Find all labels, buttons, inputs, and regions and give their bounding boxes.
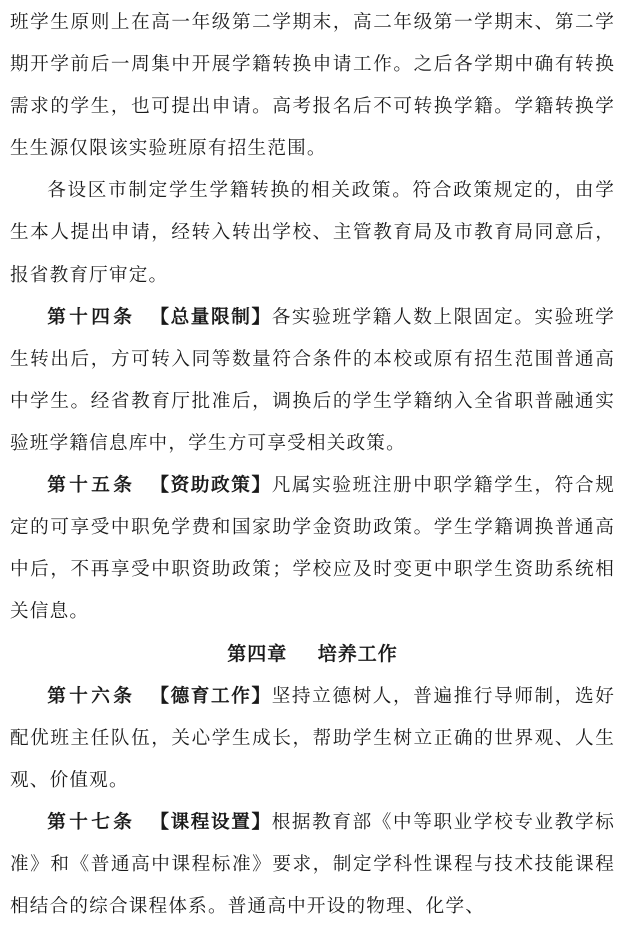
article-14	[10, 297, 615, 465]
chapter-heading	[10, 633, 615, 675]
article-15-section: 【资助政策】	[150, 475, 272, 497]
article-16-section: 【德育工作】	[150, 685, 272, 707]
article-16-number: 第十六条	[47, 685, 136, 707]
article-17-text: 根据教育部《中等职业学校专业教学标准》和《普通高中课程标准》要求，制定学科性课程与技术技能课程相结合的综合课程体系。普通高中开设的物理、化学、	[10, 811, 615, 917]
paragraph-transfer-timing: 班学生原则上在高一年级第二学期末，高二年级第一学期末、第二学期开学前后一周集中开展学籍转换申请工作。之后各学期中确有转换需求的学生，也可提出申请。高考报名后不可转换学籍。学籍转换学生生源仅限该实验班原有招生范围。	[10, 12, 615, 160]
article-15-text: 凡属实验班注册中职学籍学生，符合规定的可享受中职免学费和国家助学金资助政策。学生学籍调换普通高中后，不再享受中职资助政策；学校应及时变更中职学生资助系统相关信息。	[10, 475, 615, 623]
article-16	[10, 676, 615, 802]
article-17	[10, 802, 615, 928]
article-14-text: 各实验班学籍人数上限固定。实验班学生转出后，方可转入同等数量符合条件的本校或原有招生范围普通高中学生。经省教育厅批准后，调换后的学生学籍纳入全省职普融通实验班学籍信息库中，学生方可享受相关政策。	[10, 306, 615, 454]
article-14-number: 第十四条	[47, 306, 136, 328]
document-page	[10, 0, 615, 928]
article-14-section: 【总量限制】	[150, 306, 272, 328]
article-15-number: 第十五条	[47, 475, 136, 497]
chapter-title: 培养工作	[317, 643, 398, 666]
paragraph-city-policy: 各设区市制定学生学籍转换的相关政策。符合政策规定的，由学生本人提出申请，经转入转出学校、主管教育局及市教育局同意后，报省教育厅审定。	[10, 180, 615, 286]
article-17-section: 【课程设置】	[150, 811, 272, 833]
article-15	[10, 465, 615, 633]
article-17-number: 第十七条	[47, 811, 136, 833]
article-16-text: 坚持立德树人，普遍推行导师制，选好配优班主任队伍，关心学生成长，帮助学生树立正确的世界观、人生观、价值观。	[10, 685, 615, 791]
chapter-number: 第四章	[227, 643, 288, 666]
